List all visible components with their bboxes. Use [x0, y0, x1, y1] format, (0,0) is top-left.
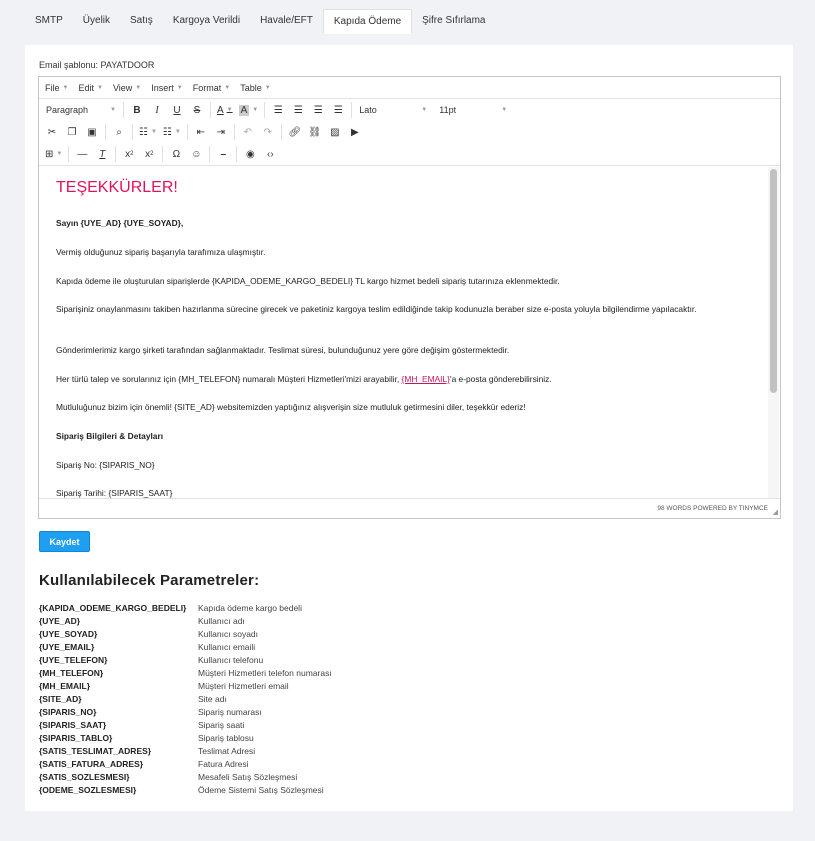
scrollbar-thumb[interactable] — [770, 169, 777, 393]
special-character-icon[interactable]: Ω — [172, 148, 181, 160]
block-format-select[interactable]: Paragraph ▼ — [46, 105, 116, 115]
email-heading: TEŞEKKÜRLER! — [56, 179, 178, 196]
numbered-list-icon[interactable]: ☷ ▼ — [162, 126, 181, 138]
tab-kapida-odeme[interactable]: Kapıda Ödeme — [323, 9, 412, 34]
param-desc: Teslimat Adresi — [198, 746, 256, 756]
toolbar-divider — [281, 124, 282, 140]
italic-icon[interactable]: I — [155, 104, 159, 116]
menu-table[interactable]: Table ▼ — [240, 82, 271, 93]
param-desc: Fatura Adresi — [198, 759, 249, 769]
caret-down-icon: ▼ — [501, 107, 508, 113]
editor-toolbar-row-2 — [39, 121, 780, 143]
align-center-icon[interactable]: ☰ — [293, 104, 303, 116]
find-replace-icon[interactable]: ⌕ — [116, 126, 122, 138]
horizontal-rule-icon[interactable]: — — [77, 148, 88, 160]
unlink-icon[interactable]: ⛓ — [308, 126, 322, 138]
editor-statusbar — [39, 498, 780, 518]
email-greeting: Sayın {UYE_AD} {UYE_SOYAD}, — [56, 218, 184, 228]
menu-insert[interactable]: Insert ▼ — [151, 82, 183, 93]
editor-toolbar-row-3 — [39, 143, 780, 165]
param-desc: Kullanıcı soyadı — [198, 629, 259, 639]
align-justify-icon[interactable]: ☰ — [333, 104, 343, 116]
order-date: Sipariş Tarihi: {SIPARIS_SAAT} — [56, 488, 173, 498]
tab-bar — [25, 9, 496, 33]
param-key: {SATIS_FATURA_ADRES} — [39, 759, 144, 769]
toolbar-divider — [132, 124, 133, 140]
toolbar-divider — [123, 102, 124, 118]
order-number: Sipariş No: {SIPARIS_NO} — [56, 460, 155, 470]
param-key: {ODEME_SOZLESMESI} — [39, 785, 137, 795]
caret-down-icon: ▼ — [176, 84, 183, 91]
indent-icon[interactable]: ⇥ — [216, 126, 226, 138]
text-color-icon[interactable]: A ▼ — [217, 104, 233, 116]
param-key: {MH_TELEFON} — [39, 668, 104, 678]
param-desc: Kullanıcı telefonu — [198, 655, 264, 665]
email-paragraph: Gönderimlerimiz kargo şirketi tarafından sağlanmaktadır. Teslimat süresi, bulunduğunuz yere göre değişim göstermektedir. — [56, 345, 510, 355]
caret-down-icon: ▼ — [264, 84, 271, 91]
menu-edit[interactable]: Edit ▼ — [78, 82, 103, 93]
caret-down-icon: ▼ — [96, 84, 103, 91]
param-desc: Sipariş tablosu — [198, 733, 254, 743]
caret-down-icon: ▼ — [135, 84, 142, 91]
tab-kargoya-verildi[interactable]: Kargoya Verildi — [172, 15, 241, 26]
menu-format[interactable]: Format ▼ — [192, 82, 231, 93]
background-color-icon[interactable]: A ▼ — [240, 104, 259, 116]
toolbar-divider — [210, 102, 211, 118]
toolbar-divider — [209, 146, 210, 162]
bullet-list-icon[interactable]: ☷ ▼ — [139, 126, 157, 138]
align-right-icon[interactable]: ☰ — [313, 104, 323, 116]
font-family-select[interactable]: Lato ▼ — [359, 105, 428, 115]
caret-down-icon: ▼ — [110, 107, 116, 113]
param-desc: Kullanıcı emaili — [198, 642, 256, 652]
param-desc: Ödeme Sistemi Satış Sözleşmesi — [198, 785, 324, 795]
copy-icon[interactable]: ❐ — [67, 126, 77, 138]
email-paragraph: Her türlü talep ve sorularınız için {MH_TELEFON} numaralı Müşteri Hizmetleri'mizi arayabilir, {MH_EMAIL}'a e-posta gönderebilirsiniz. — [56, 374, 552, 384]
tab-smtp[interactable]: SMTP — [35, 15, 63, 26]
param-key: {UYE_EMAIL} — [39, 642, 95, 652]
param-key: {KAPIDA_ODEME_KARGO_BEDELI} — [39, 603, 187, 613]
media-icon[interactable]: ▶ — [350, 126, 359, 138]
param-desc: Kullanıcı adı — [198, 616, 245, 626]
param-desc: Sipariş saati — [198, 720, 245, 730]
params-title: Kullanılabilecek Parametreler: — [39, 572, 260, 589]
toolbar-divider — [236, 146, 237, 162]
param-key: {UYE_TELEFON} — [39, 655, 108, 665]
tab-panel — [25, 45, 793, 811]
param-key: {SATIS_TESLIMAT_ADRES} — [39, 746, 152, 756]
strikethrough-icon[interactable]: S — [193, 104, 201, 116]
rich-text-editor — [38, 76, 781, 519]
editor-toolbar-row-1 — [39, 99, 780, 121]
clear-formatting-icon[interactable]: T — [99, 148, 106, 160]
emoticon-icon[interactable]: ☺ — [191, 148, 202, 160]
caret-down-icon: ▼ — [421, 107, 428, 113]
toolbar-divider — [264, 102, 265, 118]
param-key: {SIPARIS_TABLO} — [39, 733, 113, 743]
word-count: 98 WORDS POWERED BY TINYMCE — [657, 505, 768, 512]
email-paragraph: Siparişiniz onaylanmasını takiben hazırlanma sürecine girecek ve paketiniz kargoya teslim edildiğinde takip kodunuzla beraber size e-posta yoluyla bilgilendirme yapılacaktır. — [56, 304, 697, 314]
toolbar-divider — [234, 124, 235, 140]
caret-down-icon: ▼ — [62, 84, 69, 91]
bold-icon[interactable]: B — [133, 104, 141, 116]
param-key: {SITE_AD} — [39, 694, 82, 704]
order-details-title: Sipariş Bilgileri & Detayları — [56, 431, 164, 441]
underline-icon[interactable]: U — [173, 104, 181, 116]
tab-uyelik[interactable]: Üyelik — [82, 15, 111, 26]
param-key: {MH_EMAIL} — [39, 681, 91, 691]
resize-handle-icon[interactable]: ◢ — [772, 509, 778, 516]
email-paragraph: Vermiş olduğunuz sipariş başarıyla tarafımıza ulaşmıştır. — [56, 247, 266, 257]
preview-icon[interactable]: ◉ — [245, 148, 255, 160]
tab-satis[interactable]: Satış — [130, 15, 153, 26]
param-key: {SATIS_SOZLESMESI} — [39, 772, 130, 782]
editor-scrollbar[interactable] — [768, 167, 779, 498]
page-break-icon[interactable]: ⎯ — [220, 148, 226, 160]
cut-icon[interactable]: ✂ — [47, 126, 57, 138]
param-desc: Sipariş numarası — [198, 707, 262, 717]
source-code-icon[interactable]: ‹› — [267, 148, 274, 160]
subscript-icon[interactable]: x 2 — [125, 148, 134, 160]
param-key: {UYE_AD} — [39, 616, 81, 626]
font-size-select[interactable]: 11pt ▼ — [439, 105, 508, 115]
menu-file[interactable]: File ▼ — [45, 82, 69, 93]
toolbar-divider — [351, 102, 352, 118]
menu-view[interactable]: View ▼ — [112, 82, 142, 93]
redo-icon[interactable]: ↷ — [263, 126, 273, 138]
tab-havale-eft[interactable]: Havale/EFT — [260, 15, 313, 26]
email-link[interactable]: {MH_EMAIL} — [401, 374, 450, 384]
table-icon[interactable]: ⊞ ▼ — [45, 148, 63, 160]
param-desc: Site adı — [198, 694, 227, 704]
email-paragraph: Mutluluğunuz bizim için önemli! {SITE_AD} websitemizden yaptığınız alışverişin size mutluluk getirmesini diler, teşekkür ederiz! — [56, 402, 526, 412]
editor-menubar — [39, 77, 780, 99]
toolbar-divider — [105, 124, 106, 140]
align-left-icon[interactable]: ☰ — [273, 104, 283, 116]
editor-content-area[interactable] — [39, 165, 780, 498]
email-paragraph: Kapıda ödeme ile oluşturulan siparişlerde {KAPIDA_ODEME_KARGO_BEDELI} TL kargo hizmet bedeli sipariş tutarınıza eklenmektedir. — [56, 276, 560, 286]
param-key: {SIPARIS_SAAT} — [39, 720, 107, 730]
toolbar-divider — [115, 146, 116, 162]
link-icon[interactable]: 🔗︎ — [288, 126, 302, 138]
param-key: {UYE_SOYAD} — [39, 629, 98, 639]
template-label: Email şablonu: PAYATDOOR — [39, 60, 155, 70]
param-desc: Kapıda ödeme kargo bedeli — [198, 603, 302, 613]
tab-sifre-sifirlama[interactable]: Şifre Sıfırlama — [422, 15, 486, 26]
param-key: {SIPARIS_NO} — [39, 707, 97, 717]
param-desc: Müşteri Hizmetleri telefon numarası — [198, 668, 332, 678]
paste-icon[interactable]: ▣ — [87, 126, 97, 138]
save-button[interactable]: Kaydet — [39, 531, 90, 552]
image-icon[interactable]: ▨ — [330, 126, 340, 138]
param-desc: Mesafeli Satış Sözleşmesi — [198, 772, 298, 782]
param-desc: Müşteri Hizmetleri email — [198, 681, 289, 691]
outdent-icon[interactable]: ⇤ — [196, 126, 206, 138]
undo-icon[interactable]: ↶ — [243, 126, 253, 138]
caret-down-icon: ▼ — [224, 84, 231, 91]
toolbar-divider — [162, 146, 163, 162]
toolbar-divider — [68, 146, 69, 162]
superscript-icon[interactable]: x 2 — [145, 148, 154, 160]
toolbar-divider — [187, 124, 188, 140]
